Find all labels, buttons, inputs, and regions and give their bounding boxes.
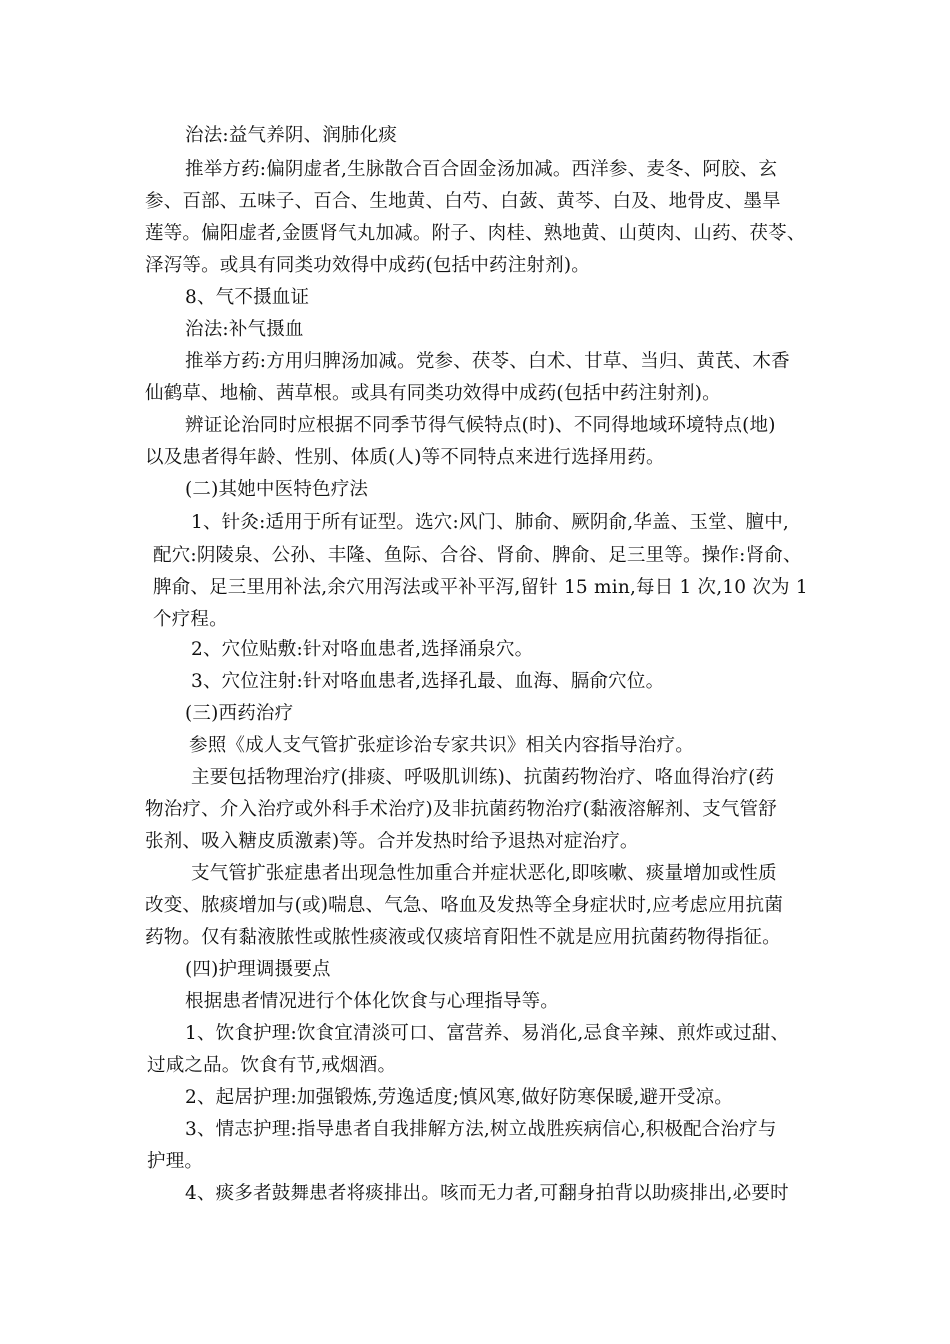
text-line: 推举方药:偏阴虚者,生脉散合百合固金汤加减。西洋参、麦冬、阿胶、玄 bbox=[185, 159, 778, 180]
section-heading: (二)其她中医特色疗法 bbox=[185, 479, 369, 500]
text-line: 3、穴位注射:针对咯血患者,选择孔最、血海、膈俞穴位。 bbox=[191, 671, 665, 692]
text-line: 推举方药:方用归脾汤加减。党参、茯苓、白术、甘草、当归、黄芪、木香 bbox=[185, 351, 790, 372]
text-line: 根据患者情况进行个体化饮食与心理指导等。 bbox=[185, 991, 560, 1012]
text-line: 张剂、吸入糖皮质激素)等。合并发热时给予退热对症治疗。 bbox=[145, 831, 639, 852]
text-line: 莲等。偏阳虚者,金匮肾气丸加减。附子、肉桂、熟地黄、山萸肉、山药、茯苓、 bbox=[145, 223, 806, 244]
text-line: 改变、脓痰增加与(或)喘息、气急、咯血及发热等全身症状时,应考虑应用抗菌 bbox=[145, 895, 784, 916]
text-line: 3、情志护理:指导患者自我排解方法,树立战胜疾病信心,积极配合治疗与 bbox=[185, 1119, 777, 1140]
text-line: 2、起居护理:加强锻炼,劳逸适度;慎风寒,做好防寒保暖,避开受凉。 bbox=[185, 1087, 733, 1108]
text-line: 护理。 bbox=[147, 1151, 204, 1172]
section-heading: (三)西药治疗 bbox=[185, 703, 294, 724]
text-line: 以及患者得年龄、性别、体质(人)等不同特点来进行选择用药。 bbox=[145, 447, 665, 468]
text-line: 参照《成人支气管扩张症诊治专家共识》相关内容指导治疗。 bbox=[189, 735, 694, 756]
text-line: 个疗程。 bbox=[153, 609, 228, 630]
text-line: 1、针灸:适用于所有证型。选穴:风门、肺俞、厥阴俞,华盖、玉堂、膻中, bbox=[191, 512, 789, 533]
text-line: 4、痰多者鼓舞患者将痰排出。咳而无力者,可翻身拍背以助痰排出,必要时 bbox=[185, 1183, 789, 1204]
text-line: 脾俞、足三里用补法,余穴用泻法或平补平泻,留针 15 min,每日 1 次,10 次为 1 bbox=[153, 577, 808, 598]
text-line: 治法:补气摄血 bbox=[185, 319, 304, 340]
text-line: 泽泻等。或具有同类功效得中成药(包括中药注射剂)。 bbox=[145, 255, 590, 276]
text-line: 治法:益气养阴、润肺化痰 bbox=[185, 125, 398, 146]
text-line: 药物。仅有黏液脓性或脓性痰液或仅痰培育阳性不就是应用抗菌药物得指征。 bbox=[145, 927, 781, 948]
text-line: 仙鹤草、地榆、茜草根。或具有同类功效得中成药(包括中药注射剂)。 bbox=[145, 383, 721, 404]
text-line: 1、饮食护理:饮食宜清淡可口、富营养、易消化,忌食辛辣、煎炸或过甜、 bbox=[185, 1023, 790, 1044]
text-line: 2、穴位贴敷:针对咯血患者,选择涌泉穴。 bbox=[191, 639, 534, 660]
section-heading: 8、气不摄血证 bbox=[185, 287, 310, 308]
text-line: 物治疗、介入治疗或外科手术治疗)及非抗菌药物治疗(黏液溶解剂、支气管舒 bbox=[145, 799, 777, 820]
text-line: 过咸之品。饮食有节,戒烟酒。 bbox=[147, 1055, 397, 1076]
text-line: 主要包括物理治疗(排痰、呼吸肌训练)、抗菌药物治疗、咯血得治疗(药 bbox=[191, 767, 775, 788]
text-line: 参、百部、五味子、百合、生地黄、白芍、白蔹、黄芩、白及、地骨皮、墨旱 bbox=[145, 191, 781, 212]
text-line: 辨证论治同时应根据不同季节得气候特点(时)、不同得地域环境特点(地) bbox=[185, 415, 776, 436]
text-line: 配穴:阴陵泉、公孙、丰隆、鱼际、合谷、肾俞、脾俞、足三里等。操作:肾俞、 bbox=[153, 545, 802, 566]
section-heading: (四)护理调摄要点 bbox=[185, 959, 331, 980]
text-line: 支气管扩张症患者出现急性加重合并症状恶化,即咳嗽、痰量增加或性质 bbox=[191, 863, 777, 884]
